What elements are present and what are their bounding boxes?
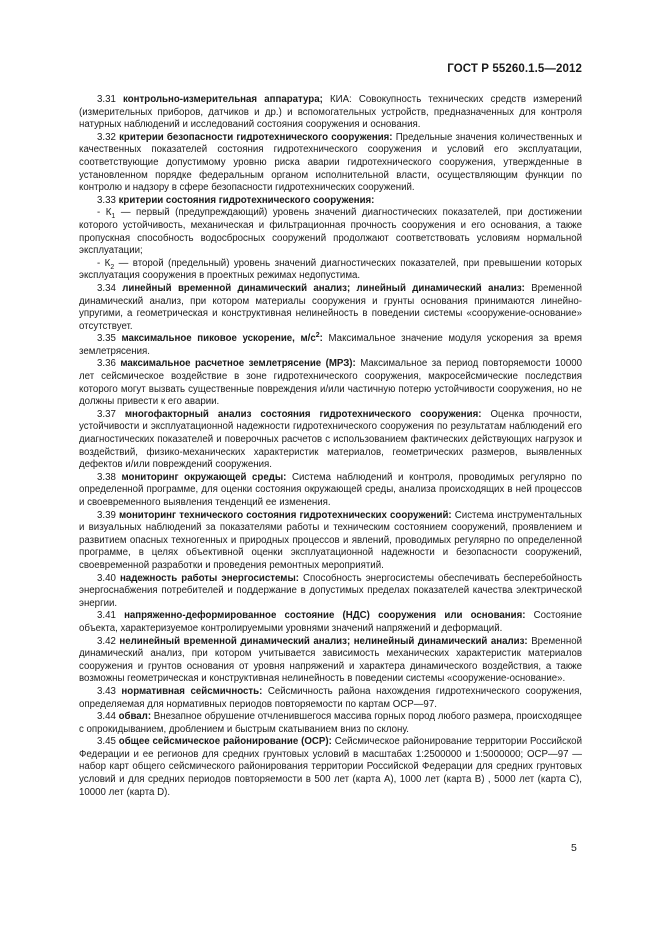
entry-3-32: 3.32 критерии безопасности гидротехнического сооружения: Предельные значения количественных и качественных показателей состояния гидротехнического сооружения и условий его эксплуатации, соответствующие допустимому уровню риска аварии гидротехнического сооружения, утвержденные в установленном порядке федеральным органом исполнительной власти, осуществляющим функции по контролю и надзору в сфере безопасности гидротехнических сооружений. xyxy=(79,131,582,194)
entry-3-31: 3.31 контрольно-измерительная аппаратура; КИА: Совокупность технических средств измерений (измерительных приборов, датчиков и др.) и вспомогательных устройств, предназначенных для контроля натурных наблюдений и исследований состояния сооружения и основания. xyxy=(79,94,582,131)
document-body xyxy=(79,94,582,799)
sub-item-k1: - $К_1$ — первый (предупреждающий) уровень значений диагностических показателей, при достижении которого устойчивость, механическая и фильтрационная прочность сооружения и его основания, а также пропускная способность водосбросных сооружений продолжают соответствовать условиям нормальной эксплуатации; xyxy=(79,207,582,257)
entry-3-39: 3.39 мониторинг технического состояния гидротехнических сооружений: Система инструментальных и визуальных наблюдений за показателями работы и техническим состоянием сооружений, проявлением и развитием опасных техногенных и природных процессов и явлений, проводимых регулярно по определенной программе, в целях объективной оценки эксплуатационной надежности и безопасности сооружений, своевременной разработки и проведения ремонтных мероприятий. xyxy=(79,509,582,571)
entry-3-43: 3.43 нормативная сейсмичность: Сейсмичность района нахождения гидротехнического сооружения, определяемая для нормативных периодов повторяемости по картам ОСР—97. xyxy=(79,685,583,710)
entry-3-33: 3.33 критерии состояния гидротехнического сооружения: xyxy=(97,194,375,206)
entry-3-45: 3.45 общее сейсмическое районирование (ОСР): Сейсмическое районирование территории Российской Федерации и ее регионов для средних грунтовых условий в масштабах 1:2500000 и 1:5000000; ОСР—97 — набор карт общего сейсмического районирования территории Российской Федерации для средних грунтовых условий и для средних периодов повторяемости в 500 лет (карта А), 1000 лет (карта В) , 5000 лет (карта С), 10000 лет (карта D). xyxy=(79,736,582,798)
entry-3-38: 3.38 мониторинг окружающей среды: Система наблюдений и контроля, проводимых регулярно по определенной программе, для оценки состояния окружающей среды, анализа происходящих в ней процессов и своевременного выявления тенденций ее изменения. xyxy=(79,471,583,508)
page-number: 5 xyxy=(571,842,577,854)
entry-3-37: 3.37 многофакторный анализ состояния гидротехнического сооружения: Оценка прочности, устойчивости и эксплуатационной надежности гидротехнического сооружения по результатам наблюдений его диагностических показателей и поверочных расчетов с использованием фактических действующих нагрузок и воздействий, физико-механических характеристик материалов, геометрических размеров, выявленных дефектов и/или повреждений сооружения. xyxy=(79,408,582,471)
sub-item-k2: - $К_2$ — второй (предельный) уровень значений диагностических показателей, при превышении которых эксплуатация сооружения в проектных режимах недопустима. xyxy=(79,257,583,282)
entry-3-44: 3.44 обвал: Внезапное обрушение отчленившегося массива горных пород любого размера, происходящее с опрокидыванием, дроблением и быстрым скатыванием вниз по склону. xyxy=(79,711,582,735)
entry-3-35: 3.35 максимальное пиковое ускорение, $м/с^2$: Максимальное значение модуля ускорения за время землетрясения. xyxy=(79,332,582,357)
entry-3-41: 3.41 напряженно-деформированное состояние (НДС) сооружения или основания: Состояние объекта, характеризуемое контролируемыми уровнями значений напряжений и деформаций. xyxy=(79,610,583,634)
entry-3-36: 3.36 максимальное расчетное землетрясение (МРЗ): Максимальное за период повторяемости 10000 лет сейсмическое воздействие в зоне гидротехнического сооружения, макросейсмические последствия которого могут вызвать существенные повреждения и/или частичную потерю устойчивости сооружения, но не должны привести к его аварии. xyxy=(79,358,582,408)
entry-3-42: 3.42 нелинейный временной динамический анализ; нелинейный динамический анализ: Временной динамический анализ, при котором учитывается зависимость механических характеристик материалов сооружения и грунтов основания от уровня напряжений и характера динамического воздействия, а также возможны геометрическая и конструктивная нелинейность в поведении системы «сооружение-основание». xyxy=(79,635,582,685)
entry-3-40: 3.40 надежность работы энергосистемы: Способность энергосистемы обеспечивать бесперебойность энергоснабжения потребителей и поддержание в допустимых пределах показателей качества электрической энергии. xyxy=(79,572,582,609)
document-code-header: ГОСТ Р 55260.1.5—2012 xyxy=(447,63,582,75)
entry-3-34: 3.34 линейный временной динамический анализ; линейный динамический анализ: Временной динамический анализ, при котором материалы сооружения и грунты основания принимаются линейно-упругими, а геометрическая и конструктивная нелинейность в поведении системы «сооружение-основание» отсутствует. xyxy=(79,282,582,332)
